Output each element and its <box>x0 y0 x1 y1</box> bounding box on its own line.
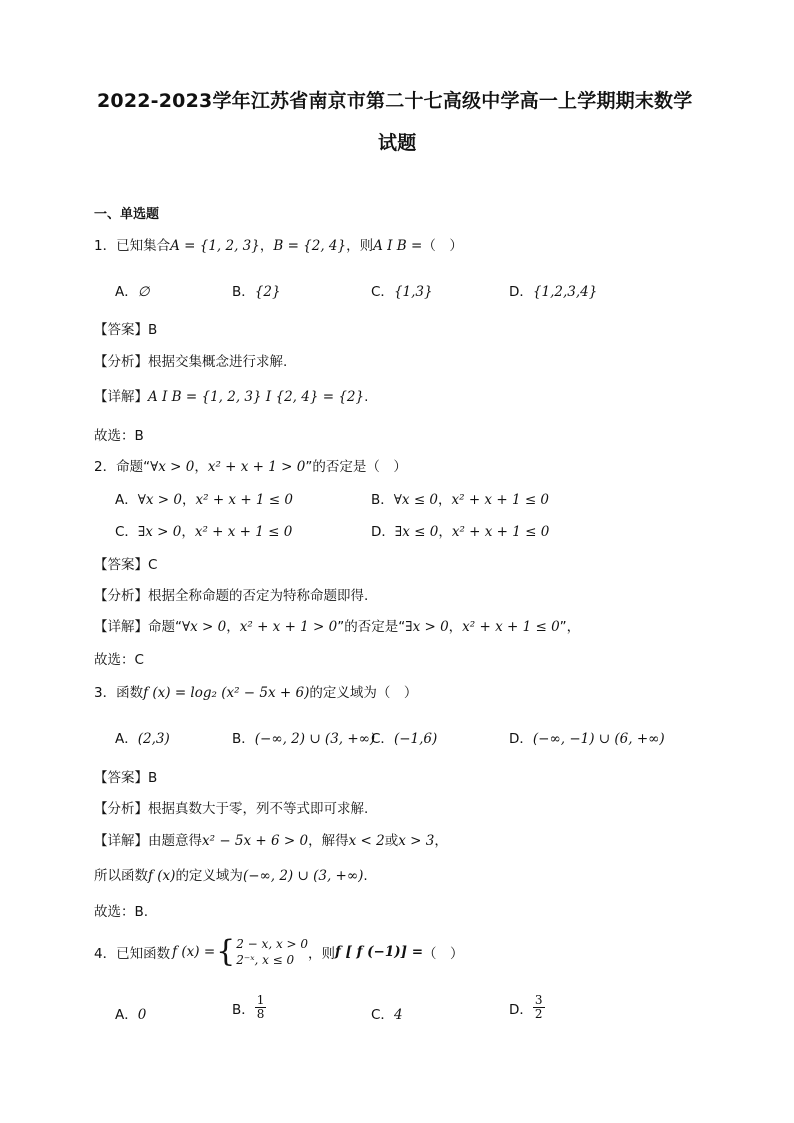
q4-piecewise: { 2 − x, x > 0 2⁻ˣ, x ≤ 0 <box>216 934 309 969</box>
q3-option-a: A．(2,3) <box>115 731 170 747</box>
q1-answer: 【答案】B <box>94 322 158 338</box>
q3-option-c: C．(−1,6) <box>371 731 438 747</box>
q4-option-a: A．0 <box>115 1007 147 1023</box>
q3-choose: 故选：B. <box>94 904 149 920</box>
question-2-stem: 2．命题“∀x > 0，x² + x + 1 > 0”的否定是（ ） <box>94 459 407 475</box>
q2-option-d: D．∃x ≤ 0，x² + x + 1 ≤ 0 <box>371 524 550 540</box>
q2-option-a: A．∀x > 0，x² + x + 1 ≤ 0 <box>115 492 293 508</box>
q1-option-b: B．{2} <box>232 284 281 300</box>
q3-option-b: B．(−∞, 2) ∪ (3, +∞) <box>232 731 376 747</box>
q1-analysis: 【分析】根据交集概念进行求解. <box>94 354 288 370</box>
section-heading: 一、单选题 <box>94 207 160 222</box>
document-title-line1: 2022-2023学年江苏省南京市第二十七高级中学高一上学期期末数学 <box>97 90 693 112</box>
q1-option-a: A．∅ <box>115 284 150 300</box>
q4-func: f (x) = <box>172 944 216 960</box>
question-1-stem <box>94 234 463 254</box>
q4-option-b: B． $\frac{1}{8}$ <box>232 993 265 1021</box>
q1-detail: 【详解】A I B = {1, 2, 3} I {2, 4} = {2}. <box>94 389 369 405</box>
q2-option-b: B．∀x ≤ 0，x² + x + 1 ≤ 0 <box>371 492 550 508</box>
q1-expr: A I B = <box>373 238 423 254</box>
q2-answer: 【答案】C <box>94 557 158 573</box>
question-4-stem: 4．已知函数 f (x) = { 2 − x, x > 0 2⁻ˣ, x ≤ 0 ，则 f [ f (−1)] = （ ） <box>94 934 464 969</box>
q3-answer: 【答案】B <box>94 770 158 786</box>
q1-option-d: D．{1,2,3,4} <box>509 284 598 300</box>
q3-detail: 【详解】由题意得x² − 5x + 6 > 0，解得x < 2或x > 3， <box>94 833 448 849</box>
q1-choose: 故选：B <box>94 428 144 444</box>
q3-analysis: 【分析】根据真数大于零，列不等式即可求解. <box>94 801 369 817</box>
q1-stem-mid: ，则 <box>346 238 374 254</box>
q1-set-b: B = {2, 4} <box>273 238 347 254</box>
q4-option-c: C．4 <box>371 1007 403 1023</box>
q1-set-a: A = {1, 2, 3} <box>170 238 260 254</box>
document-title-line2: 试题 <box>378 132 417 154</box>
q2-option-c: C．∃x > 0，x² + x + 1 ≤ 0 <box>115 524 293 540</box>
q2-detail: 【详解】命题“∀x > 0，x² + x + 1 > 0”的否定是“∃x > 0，x² + x + 1 ≤ 0”， <box>94 619 581 635</box>
q4-option-d: D． $\frac{3}{2}$ <box>509 993 543 1021</box>
q1-sep: ， <box>259 238 274 254</box>
question-3-stem: 3．函数f (x) = log₂ (x² − 5x + 6)的定义域为（ ） <box>94 685 418 701</box>
q2-analysis: 【分析】根据全称命题的否定为特称命题即得. <box>94 588 369 604</box>
q3-detail-line2: 所以函数f (x)的定义域为(−∞, 2) ∪ (3, +∞). <box>94 868 368 884</box>
q1-stem-post: （ ） <box>422 238 463 254</box>
q4-expr: f [ f (−1)] = <box>335 944 424 960</box>
q2-choose: 故选：C <box>94 652 144 668</box>
q1-option-c: C．{1,3} <box>371 284 433 300</box>
q1-stem-pre: 1．已知集合 <box>94 238 171 254</box>
q3-option-d: D．(−∞, −1) ∪ (6, +∞) <box>509 731 665 747</box>
